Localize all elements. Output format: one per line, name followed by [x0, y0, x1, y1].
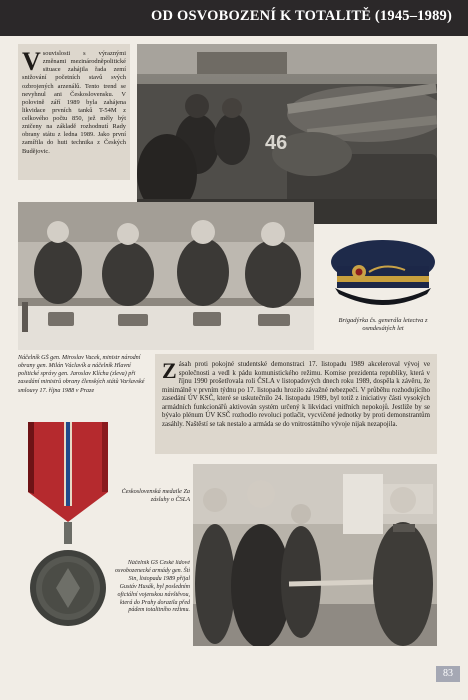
- medal-photo: [22, 422, 114, 644]
- header-bar: [0, 0, 468, 36]
- intro-text: souvislosti s výraznými změnami mezinárodněpolitické situace zahájila řada zemí snižování početních stavů svých ozbrojených arzenálů. Tento trend se nevyhnul ani Československu. V polovině září 1989 byla zahájena likvidace prvních tanků T-54M z celkového počtu 850, jež měly být zničeny na základě rozhodnutí Rady obrany státu z ledna 1989. Jako první zamířila do huti technika z Českých Budějovic.: [22, 50, 126, 155]
- handshake-photo: [193, 464, 437, 646]
- main-text: ásah proti pokojné studentské demonstraci 17. listopadu 1989 akceleroval vývoj ve společnosti a vedl k pádu komunistického režimu. Komise prezidenta republiky, která v říjnu 1990 prošetřovala roli ČSLA v listopadových dnech roku 1989, dospěla k závěru, že minimálně v prvním týdnu po 17. listopadu hrozilo závažné nebezpečí. V průběhu rozhodujícího zasedání ÚV KSČ, které se uskutečnilo 24. listopadu 1989, byl totiž z iniciativy části vysokých armádních funkcionářů aktivován systém určený k likvidaci vnitřních nepokojů. Jestliže by se bývalo plénum ÚV KSČ rozhodlo revoluci potlačit, vycvičené jednotky by proti demonstrantům zasáhly. Naštěstí se tak nestalo a armáda se do vnitrostátního vývoje nijak nezapojila.: [162, 361, 430, 428]
- medal-image: [22, 422, 114, 644]
- cap-caption: Brigadýrka čs. generála letectva z osmdesátých let: [338, 317, 428, 333]
- svg-text:46: 46: [265, 132, 288, 154]
- handshake-caption: Náčelník GŠ České lidové osvobozenecké armády gen. Ští Sin, listopadu 1989 přijal Gustáv Husák, byl posledním oficiální vojenskou návštěvou, která do Prahy dorazila před pádem totalitního režimu.: [115, 560, 190, 614]
- general-cap-image: [325, 232, 437, 314]
- medal-caption: Československá medaile Za zásluhy o ČSLA: [121, 488, 190, 504]
- main-panel: [155, 354, 437, 454]
- main-dropcap: Z: [162, 361, 177, 383]
- intro-panel: [18, 44, 130, 180]
- page-number: 83: [436, 666, 460, 682]
- main-paragraph: [162, 361, 430, 449]
- meeting-caption: Náčelník GŠ gen. Miroslav Vacek, ministr národní obrany gen. Milán Václavík a náčelník Hlavní politické správy gen. Jaroslav Klícha (zleva) při zasedání ministrů obrany členských států Varšavské smlouvy 17. října 1988 v Praze: [18, 355, 145, 394]
- meeting-photo: [18, 202, 314, 350]
- tanks-photo: [137, 44, 437, 224]
- intro-dropcap: V: [22, 50, 41, 76]
- tanks-photo-image: [137, 44, 437, 224]
- general-cap-photo: [325, 232, 437, 314]
- handshake-photo-image: [193, 464, 437, 646]
- intro-paragraph: [22, 50, 126, 176]
- page-title: OD OSVOBOZENÍ K TOTALITĚ (1945–1989): [151, 8, 452, 24]
- meeting-photo-image: [18, 202, 314, 350]
